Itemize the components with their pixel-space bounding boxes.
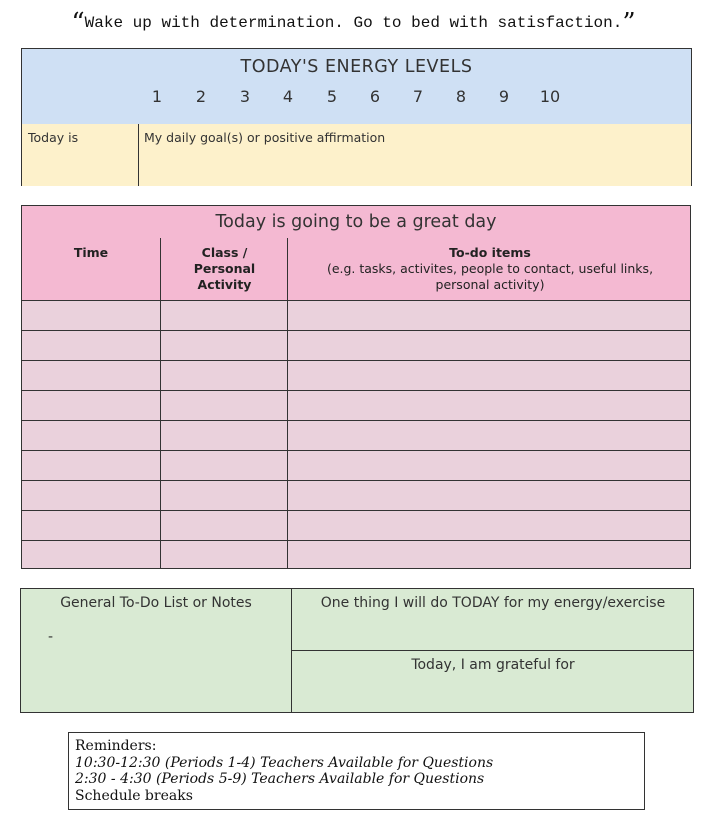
activity-column-header: Class / Personal Activity: [193, 245, 256, 292]
reminder-line: Schedule breaks: [75, 787, 193, 804]
general-notes-label: General To-Do List or Notes: [60, 595, 252, 611]
reminder-line: 10:30-12:30 (Periods 1-4) Teachers Available for Questions: [75, 754, 494, 771]
today-is-label: Today is: [28, 130, 79, 145]
motivational-quote: [0, 10, 707, 36]
energy-level-10[interactable]: 10: [539, 87, 561, 106]
row-divider: [22, 330, 690, 331]
row-divider: [22, 360, 690, 361]
notes-divider: [292, 650, 693, 651]
row-divider: [22, 390, 690, 391]
grateful-label: Today, I am grateful for: [411, 657, 575, 673]
reminder-line: 2:30 - 4:30 (Periods 5-9) Teachers Available for Questions: [75, 771, 485, 787]
general-notes-bullet[interactable]: -: [48, 629, 54, 645]
energy-scale: [22, 87, 691, 107]
column-divider: [287, 238, 288, 568]
open-quote-mark: “: [71, 8, 85, 38]
daily-goal-label: My daily goal(s) or positive affirmation: [144, 130, 386, 145]
row-divider: [22, 480, 690, 481]
row-divider: [22, 420, 690, 421]
energy-exercise-label: One thing I will do TODAY for my energy/exercise: [320, 595, 666, 611]
energy-level-1[interactable]: 1: [151, 87, 163, 106]
schedule-title: Today is going to be a great day: [22, 206, 690, 239]
schedule-header-row: [22, 238, 690, 301]
energy-level-9[interactable]: 9: [498, 87, 510, 106]
energy-level-3[interactable]: 3: [239, 87, 251, 106]
energy-level-2[interactable]: 2: [195, 87, 207, 106]
time-column-header: Time: [73, 245, 109, 260]
energy-level-7[interactable]: 7: [412, 87, 424, 106]
reminders-title: Reminders:: [75, 738, 157, 754]
row-divider: [22, 510, 690, 511]
energy-title: TODAY'S ENERGY LEVELS: [240, 57, 473, 77]
today-is-cell[interactable]: [22, 124, 139, 186]
energy-level-8[interactable]: 8: [455, 87, 467, 106]
energy-header: [22, 49, 691, 125]
todo-column-note: (e.g. tasks, activites, people to contact, useful links, personal activity): [326, 261, 654, 292]
energy-level-4[interactable]: 4: [282, 87, 294, 106]
energy-input-row: [22, 124, 691, 186]
column-divider: [160, 238, 161, 568]
energy-level-5[interactable]: 5: [326, 87, 338, 106]
close-quote-mark: ”: [622, 8, 636, 38]
energy-level-6[interactable]: 6: [369, 87, 381, 106]
todo-column-header: To-do items (e.g. tasks, activites, people to contact, useful links, personal activity): [326, 245, 654, 292]
energy-levels-section: [21, 48, 692, 186]
reminders-box: [68, 732, 645, 810]
notes-section: [20, 588, 694, 713]
quote-text: Wake up with determination. Go to bed with satisfaction.: [84, 14, 623, 32]
row-divider: [22, 540, 690, 541]
row-divider: [22, 450, 690, 451]
schedule-table: [21, 205, 691, 569]
